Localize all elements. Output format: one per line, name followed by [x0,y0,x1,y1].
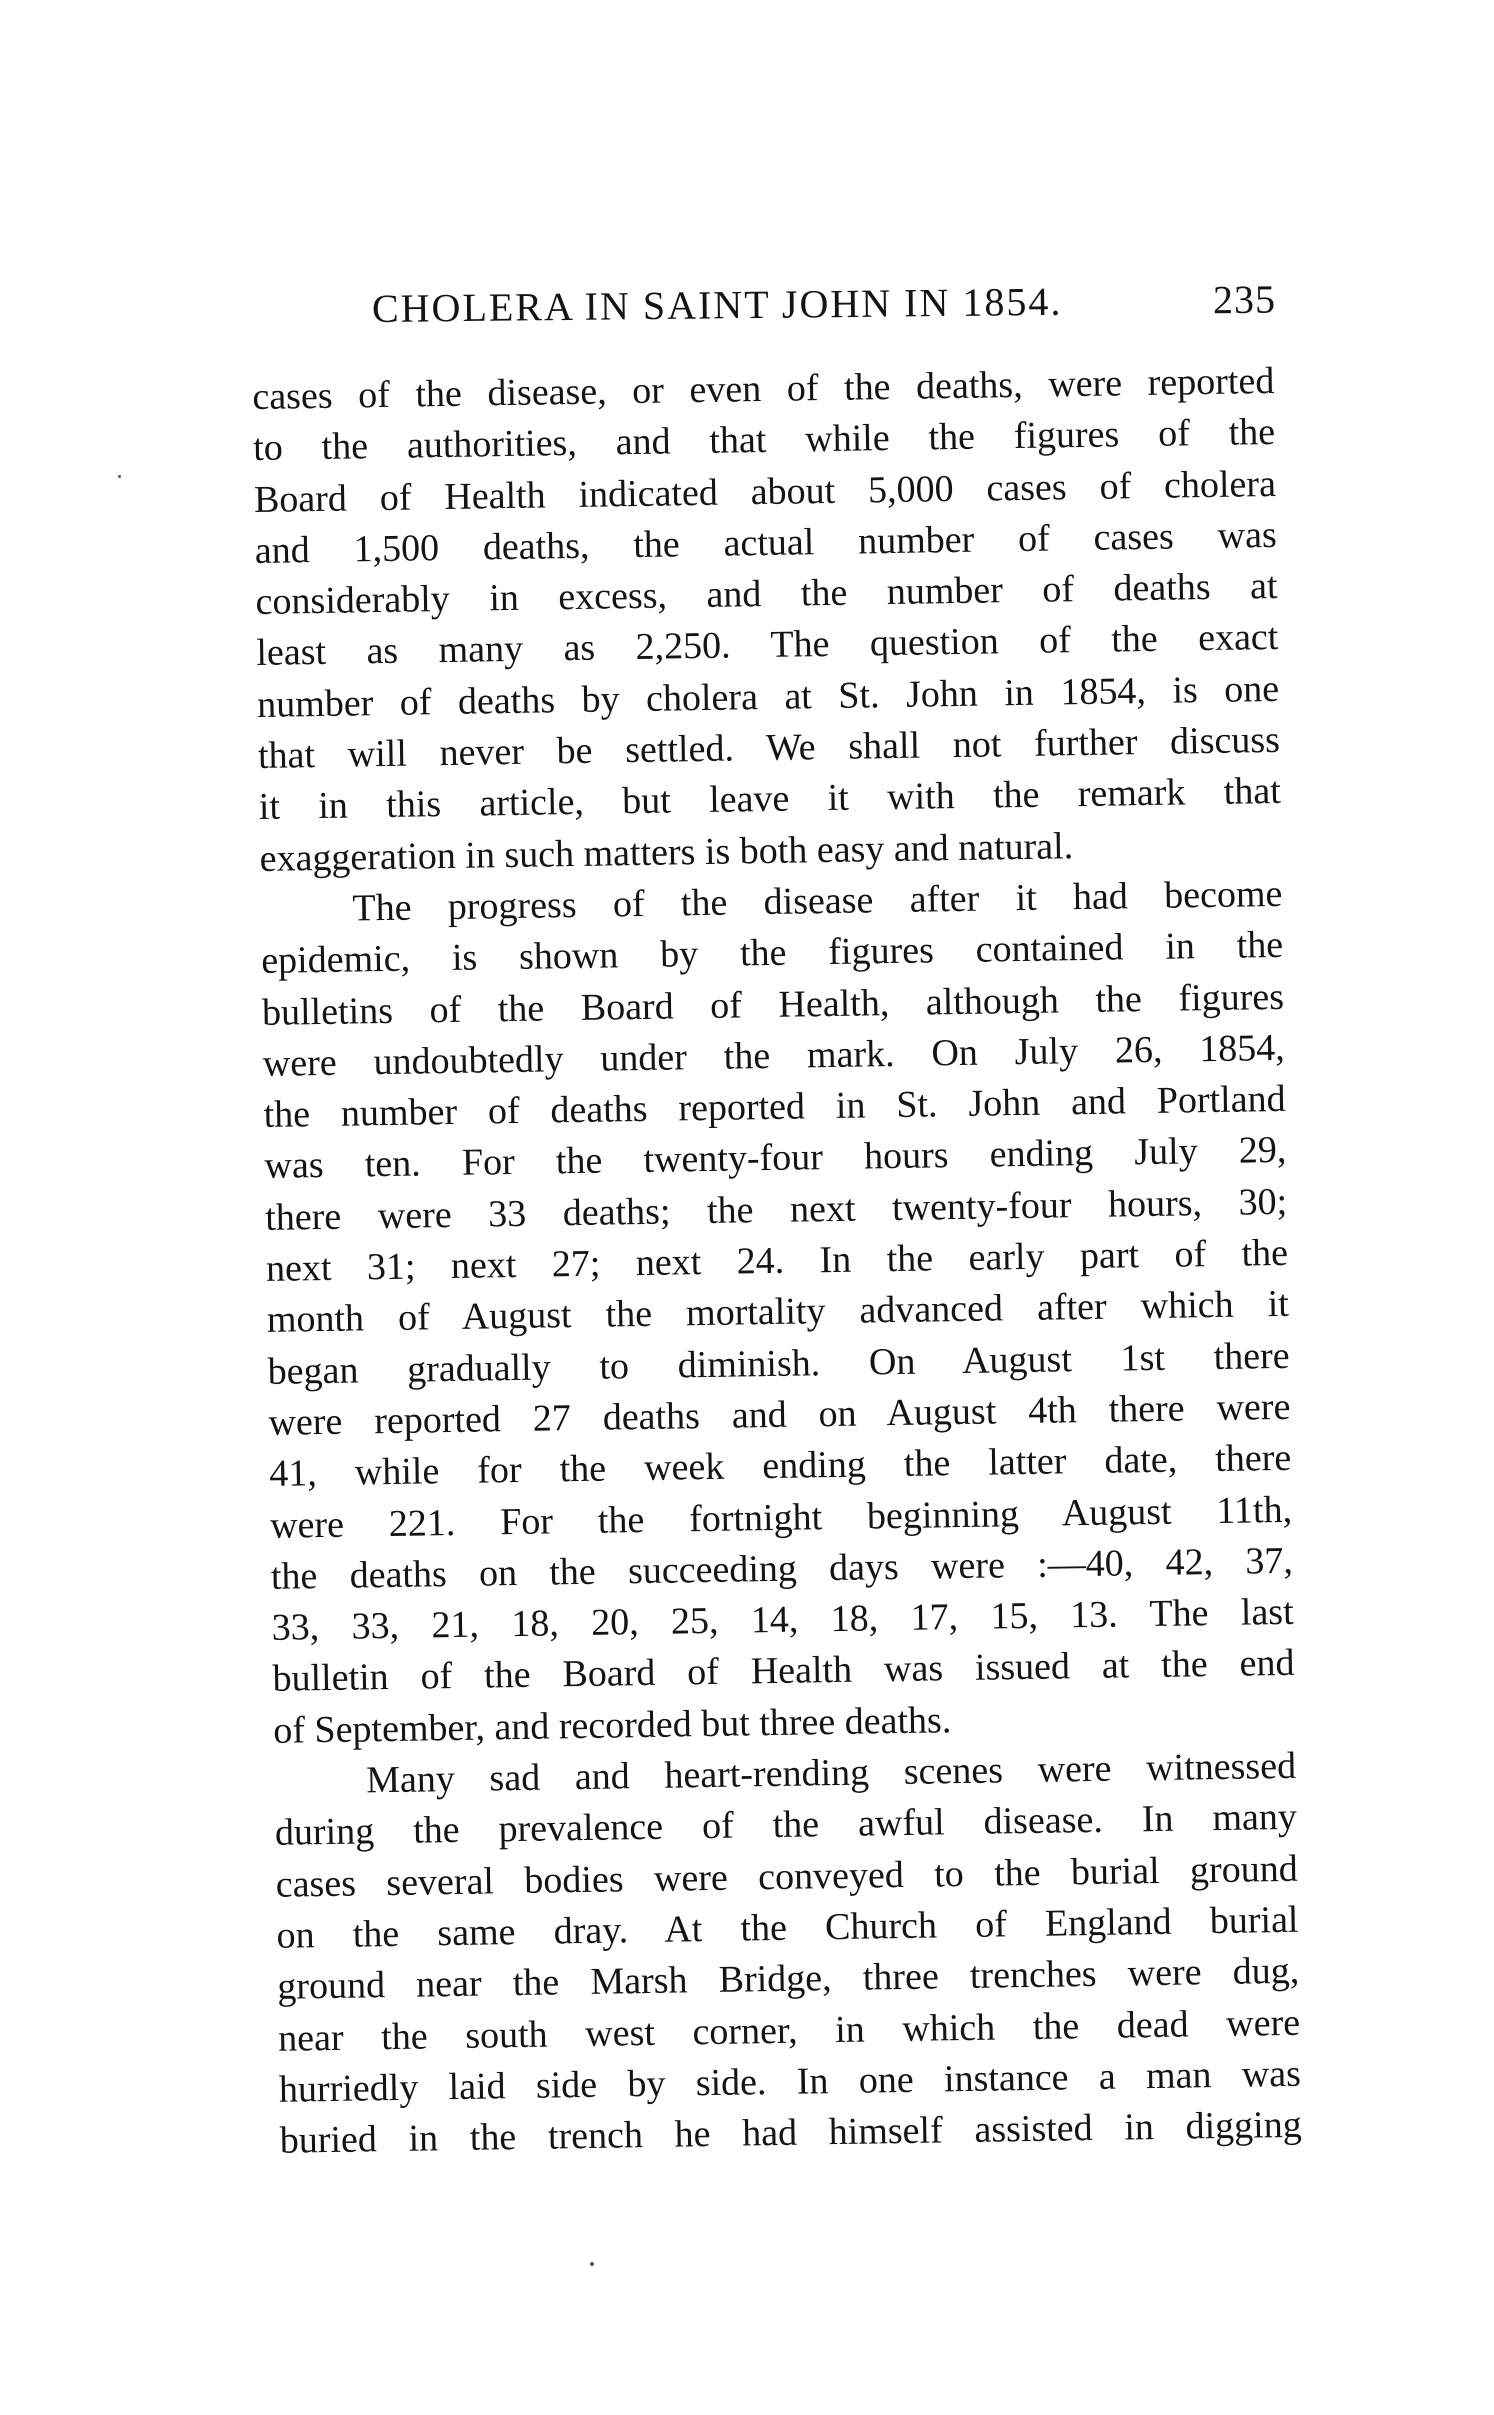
text-line: on the same dray. At the Church of England burial [276,1898,1299,1957]
text-line: number of deaths by cholera at St. John in 1854, is one [256,667,1280,726]
text-line: the deaths on the succeeding days were :—40, 42, 37, [270,1539,1294,1598]
text-line: bulletins of the Board of Health, although the figures [261,975,1285,1034]
text-line: cases several bodies were conveyed to the burial ground [275,1847,1298,1906]
text-line: epidemic, is shown by the figures contained in the [260,924,1284,983]
text-line: began gradually to diminish. On August 1st there [267,1334,1290,1393]
text-line: ground near the Marsh Bridge, three trenches were dug, [277,1949,1300,2009]
text-line: to the authorities, and that while the figures of the [252,411,1276,470]
scan-speck [118,475,121,478]
text-line: cases of the disease, or even of the deaths, were reported [252,359,1275,418]
text-line: during the prevalence of the awful disease. In many [274,1796,1298,1855]
text-line: bulletin of the Board of Health was issued at the end [272,1642,1295,1701]
text-line: least as many as 2,250. The question of the exact [256,616,1279,675]
running-head: CHOLERA IN SAINT JOHN IN 1854. [371,278,1063,331]
text-line: near the south west corner, in which the dead were [277,2001,1301,2060]
text-line: 33, 33, 21, 18, 20, 25, 14, 18, 17, 15, 13. The last [271,1590,1294,1649]
text-line: were 221. For the fortnight beginning August 11th, [269,1488,1293,1547]
text-line: considerably in excess, and the number of deaths at [255,565,1278,624]
text-line: hurriedly laid side by side. In one instance a man was [278,2052,1302,2111]
text-line: the number of deaths reported in St. John and Portland [263,1078,1286,1137]
text-line: were undoubtedly under the mark. On July 26, 1854, [262,1026,1286,1085]
text-line: it in this article, but leave it with the remark that [258,770,1282,829]
text-line: 41, while for the week ending the latter date, there [268,1437,1292,1496]
body-text [252,356,1302,2167]
text-line: buried in the trench he had himself assisted in digging [279,2103,1302,2162]
text-line: Board of Health indicated about 5,000 cases of cholera [253,462,1277,521]
text-line: that will never be settled. We shall not further discuss [257,718,1281,778]
text-line: was ten. For the twenty-four hours ending July 29, [264,1129,1287,1188]
text-line: month of August the mortality advanced after which it [266,1283,1290,1342]
text-line: Many sad and heart-rending scenes were witnessed [365,1744,1297,1802]
text-line: there were 33 deaths; the next twenty-four hours, 30; [264,1180,1288,1239]
text-line: of September, and recorded but three deaths. [273,1698,952,1752]
page-number: 235 [1212,276,1277,323]
text-line: next 31; next 27; next 24. In the early part of the [265,1231,1289,1290]
page-header [372,276,1276,337]
text-line: were reported 27 deaths and on August 4th there were [268,1385,1291,1444]
scan-speck [590,2262,594,2266]
text-line: The progress of the disease after it had become [352,872,1283,930]
text-line: exaggeration in such matters is both easy and natural. [259,824,1074,880]
text-line: and 1,500 deaths, the actual number of cases was [254,513,1278,572]
